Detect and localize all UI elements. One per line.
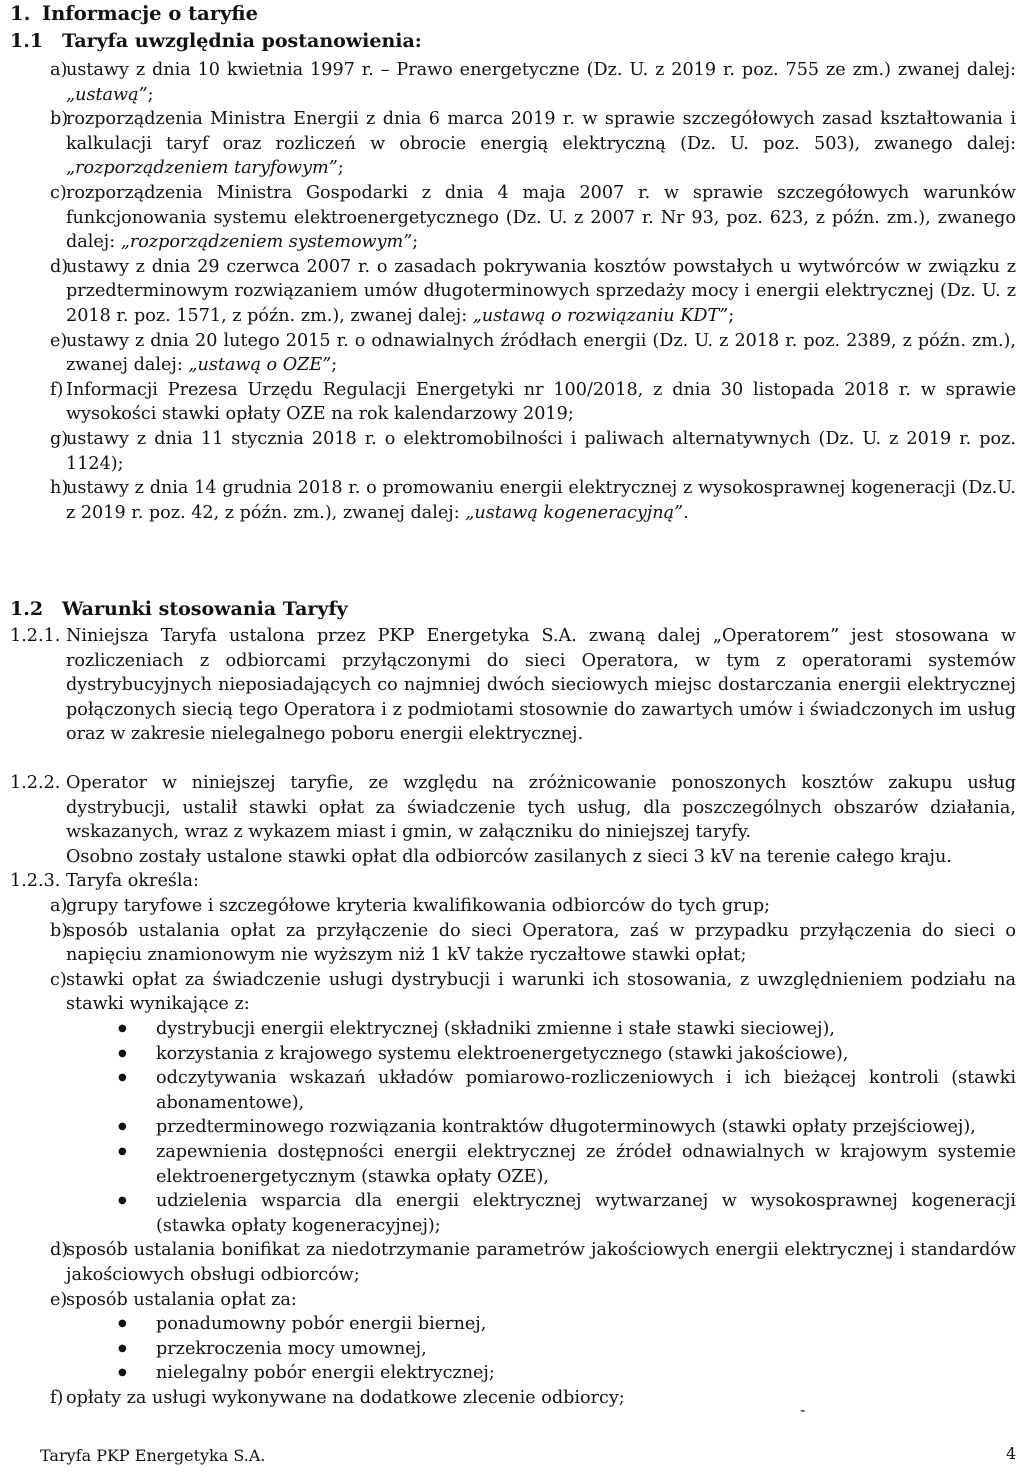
bullet-list: [66, 1312, 1016, 1386]
section-number: 1.: [10, 2, 31, 25]
bullet-item: ● przekroczenia mocy umownej,: [66, 1337, 1016, 1362]
list-item: c) stawki opłat za świadczenie usługi dystrybucji i warunki ich stosowania, z uwzględnieniem podziału na stawki wynikające z: ● dystrybucji energii elektrycznej (składniki zmienne i stałe stawki sieciowej), ● korzystania z krajowego systemu elektroenergetycznego (stawki jakościowe), ● odczytywania wskazań układów pomiarowo-rozliczeniowych i ich bieżącej kontroli (stawki abonamentowe), ● przedterminowego rozwiązania kontraktów długoterminowych (stawki opłaty przejściowej), ● zapewnienia dostępności energii elektrycznej ze źródeł odnawialnych w krajowym systemie elektroenergetycznym (stawka opłaty OZE), ● udzielenia wsparcia dla energii elektrycznej wytwarzanej w wysokosprawnej kogeneracji (stawka opłaty kogeneracyjnej);: [10, 968, 1016, 1239]
subsection-heading: [10, 29, 422, 54]
list-item: b) rozporządzenia Ministra Energii z dnia 6 marca 2019 r. w sprawie szczegółowych zasad kształtowania i kalkulacji taryf oraz rozliczeń w obrocie energią elektryczną (Dz. U. poz. 503), zwanego dalej: „rozporządzeniem taryfowym”;: [50, 109, 1016, 179]
paragraph-1-2-2: 1.2.2. Operator w niniejszej taryfie, ze względu na zróżnicowanie ponoszonych kosztów zakupu usług dystrybucji, ustalił stawki opłat za świadczenie tych usług, dla poszczególnych obszarów działania, wskazanych, wraz z wykazem miast i gmin, w załączniku do niniejszej taryfy.: [10, 773, 1016, 843]
paragraph-1-2-3: 1.2.3. Taryfa określa:: [10, 871, 199, 891]
list-item: h) ustawy z dnia 14 grudnia 2018 r. o promowaniu energii elektrycznej z wysokosprawnej kogeneracji (Dz.U. z 2019 r. poz. 42, z późn. zm.), zwanej dalej: „ustawą kogeneracyjną”.: [50, 478, 1016, 523]
bullet-item: ● zapewnienia dostępności energii elektrycznej ze źródeł odnawialnych w krajowym systemie elektroenergetycznym (stawka opłaty OZE),: [66, 1140, 1016, 1189]
bullet-item: ● korzystania z krajowego systemu elektroenergetycznego (stawki jakościowe),: [66, 1042, 1016, 1067]
subsection-heading: [10, 597, 348, 622]
subsection-number: 1.1: [10, 30, 44, 52]
list-item: d) sposób ustalania bonifikat za niedotrzymanie parametrów jakościowych energii elektrycznej i standardów jakościowych obsługi odbiorców;: [50, 1240, 1016, 1285]
bullet-list: [66, 1017, 1016, 1238]
list-item: a) grupy taryfowe i szczegółowe kryteria kwalifikowania odbiorców do tych grup;: [50, 896, 771, 916]
list-item: f) opłaty za usługi wykonywane na dodatkowe zlecenie odbiorcy;: [50, 1387, 625, 1408]
list-item: f) Informacji Prezesa Urzędu Regulacji Energetyki nr 100/2018, z dnia 30 listopada 2018 r. w sprawie wysokości stawki opłaty OZE na rok kalendarzowy 2019;: [50, 379, 1016, 425]
subsection-number: 1.2: [10, 598, 44, 620]
list-item: a) ustawy z dnia 10 kwietnia 1997 r. – Prawo energetyczne (Dz. U. z 2019 r. poz. 755 ze zm.) zwanej dalej: „ustawą”;: [50, 60, 1016, 105]
list-item: e) sposób ustalania opłat za: ● ponadumowny pobór energii biernej, ● przekroczenia mocy umownej, ● nielegalny pobór energii elektrycznej;: [10, 1288, 1016, 1386]
regulations-list: [10, 58, 1016, 525]
section-title: Informacje o taryfie: [42, 2, 258, 25]
bullet-item: ● nielegalny pobór energii elektrycznej;: [66, 1361, 1016, 1386]
list-item: e) ustawy z dnia 20 lutego 2015 r. o odnawialnych źródłach energii (Dz. U. z 2018 r. poz. 2389, z późn. zm.), zwanej dalej: „ustawą o OZE”;: [50, 330, 1016, 376]
bullet-item: ● ponadumowny pobór energii biernej,: [66, 1312, 1016, 1337]
subsection-title: Taryfa uwzględnia postanowienia:: [62, 30, 422, 52]
paragraph-note: Osobno zostały ustalone stawki opłat dla odbiorców zasilanych z sieci 3 kV na terenie całego kraju.: [66, 847, 952, 867]
page-number: 4: [1006, 1444, 1017, 1463]
list-item: g) ustawy z dnia 11 stycznia 2018 r. o elektromobilności i paliwach alternatywnych (Dz. U. z 2019 r. poz. 1124);: [50, 428, 1016, 474]
tariff-scope-list: [10, 894, 1016, 1410]
bullet-item: ● przedterminowego rozwiązania kontraktów długoterminowych (stawki opłaty przejściowej),: [66, 1115, 1016, 1140]
bullet-item: ● udzielenia wsparcia dla energii elektrycznej wytwarzanej w wysokosprawnej kogeneracji (stawka opłaty kogeneracyjnej);: [66, 1189, 1016, 1238]
subsection-title: Warunki stosowania Taryfy: [62, 598, 348, 620]
list-item: d) ustawy z dnia 29 czerwca 2007 r. o zasadach pokrywania kosztów powstałych u wytwórców w związku z przedterminowym rozwiązaniem umów długoterminowych sprzedaży mocy i energii elektrycznej (Dz. U. z 2018 r. poz. 1571, z późn. zm.), zwanej dalej: „ustawą o rozwiązaniu KDT”;: [50, 256, 1016, 326]
footer-title: Taryfa PKP Energetyka S.A.: [40, 1446, 266, 1465]
list-item: b) sposób ustalania opłat za przyłączenie do sieci Operatora, zaś w przypadku przyłączenia do sieci o napięciu znamionowym nie wyższym niż 1 kV także ryczałtowe stawki opłat;: [50, 920, 1016, 966]
list-item: c) rozporządzenia Ministra Gospodarki z dnia 4 maja 2007 r. w sprawie szczegółowych warunków funkcjonowania systemu elektroenergetycznego (Dz. U. z 2007 r. Nr 93, poz. 623, z późn. zm.), zwanego dalej: „rozporządzeniem systemowym”;: [50, 182, 1016, 253]
bullet-item: ● odczytywania wskazań układów pomiarowo-rozliczeniowych i ich bieżącej kontroli (stawki abonamentowe),: [66, 1066, 1016, 1115]
paragraph-1-2-1: 1.2.1. Niniejsza Taryfa ustalona przez PKP Energetyka S.A. zwaną dalej „Operatorem” jest stosowana w rozliczeniach z odbiorcami przyłączonymi do sieci Operatora, w tym z operatorami systemów dystrybucyjnych nieposiadających co najmniej dwóch sieciowych miejsc dostarczania energii elektrycznej połączonych siecią tego Operatora i z podmiotami stosownie do zawartych umów i świadczonych im usług oraz w zakresie nielegalnego poboru energii elektrycznej.: [10, 626, 1016, 745]
bullet-item: ● dystrybucji energii elektrycznej (składniki zmienne i stałe stawki sieciowej),: [66, 1017, 1016, 1042]
stray-mark: -: [800, 1400, 806, 1419]
section-heading: [10, 2, 258, 27]
